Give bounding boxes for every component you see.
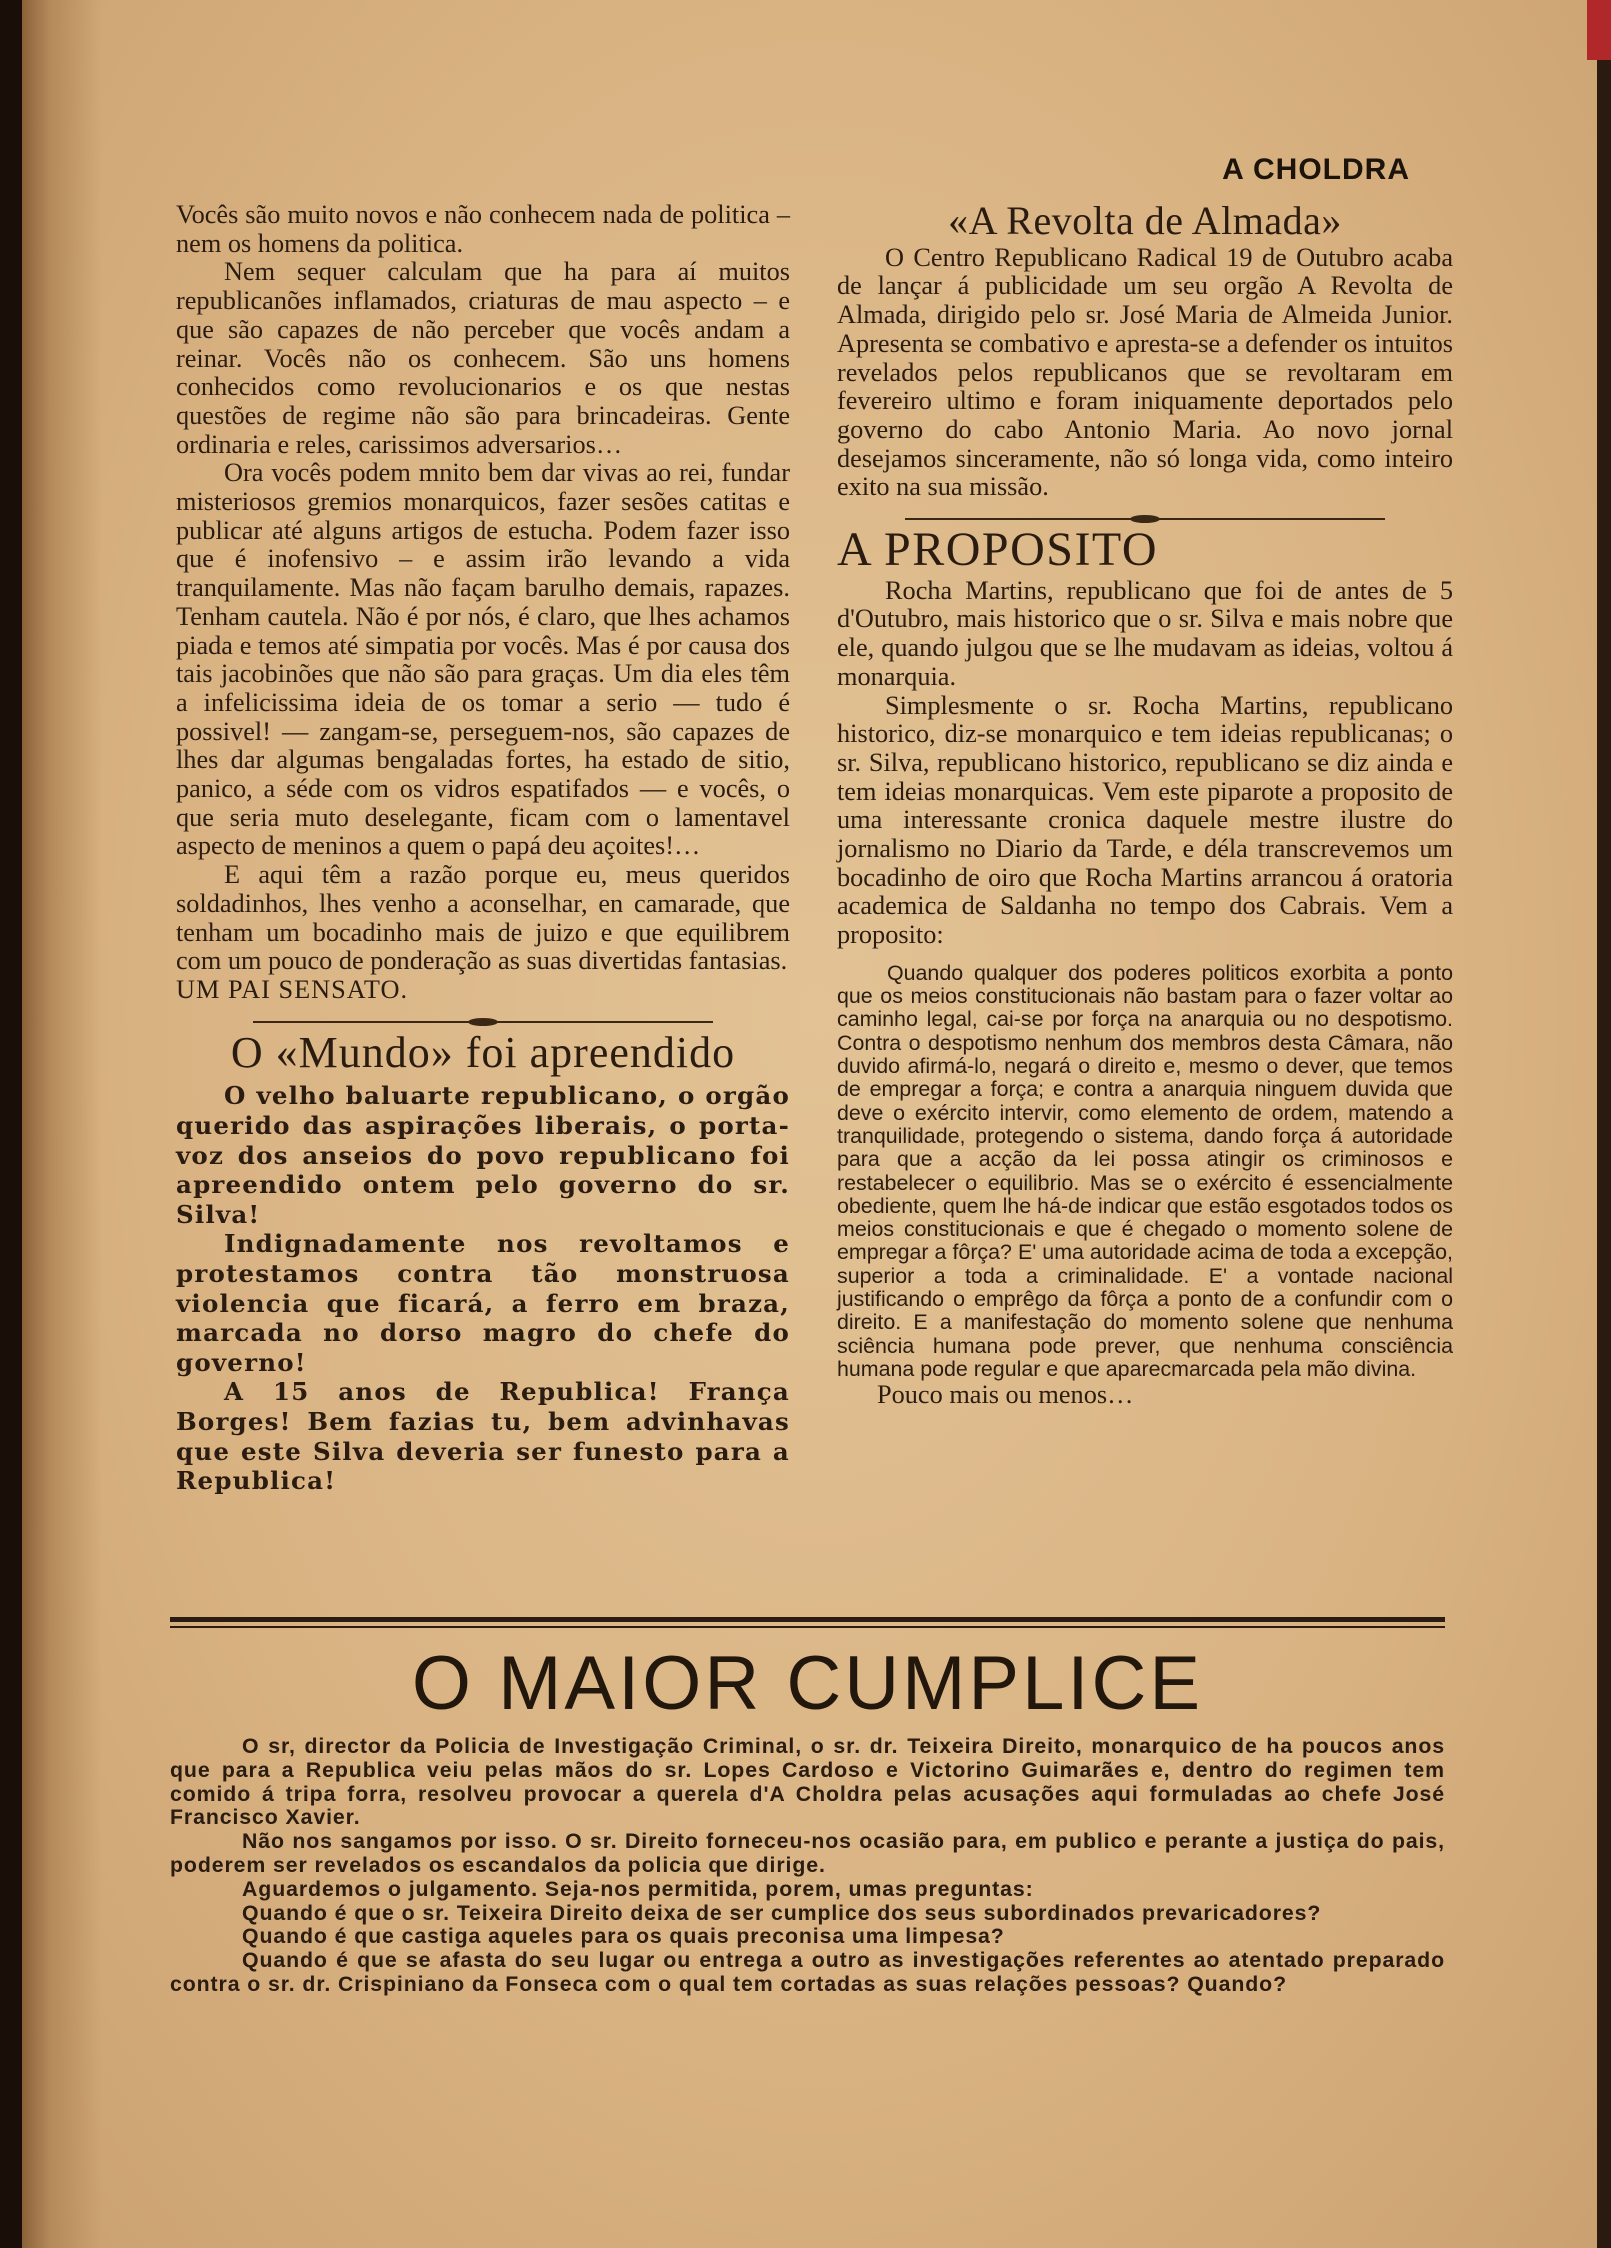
- mundo-paragraph: A 15 anos de Republica! França Borges! Bem fazias tu, bem advinhavas que este Silva deveria ser funesto para a Republica!: [176, 1377, 790, 1496]
- revolta-headline: «A Revolta de Almada»: [948, 198, 1342, 243]
- maior-paragraph: Quando é que o sr. Teixeira Direito deixa de ser cumplice dos seus subordinados prevaricadores?: [242, 1900, 1322, 1925]
- maior-paragraph: Quando é que se afasta do seu lugar ou entrega a outro as investigações referentes ao atentado preparado contra o sr. dr. Crispiniano da Fonseca com o qual tem cortadas as suas relações pessoas? Quando?: [170, 1948, 1445, 1996]
- proposito-ending: Pouco mais ou menos…: [877, 1380, 1134, 1410]
- mundo-article: [176, 1027, 790, 1496]
- section-divider: [905, 518, 1385, 520]
- maior-article: [170, 1735, 1445, 1997]
- page-edge-shadow: [1597, 60, 1611, 2248]
- revolta-paragraph: O Centro Republicano Radical 19 de Outubro acaba de lançar á publicidade um seu orgão A Revolta de Almada, dirigido pelo sr. José Maria de Almeida Junior. Apresenta se combativo e apresta-se a defender os intuitos revelados pelos republicanos que se revoltaram em fevereiro ultimo e foram iniquamente deportados pelo governo do cabo Antonio Maria. Ao novo jornal desejamos sinceramente, não só longa vida, como inteiro exito na sua missão.: [837, 242, 1453, 502]
- mundo-paragraph: O velho baluarte republicano, o orgão querido das aspirações liberais, o porta-voz dos anseios do povo republicano foi apreendido ontem pelo governo do sr. Silva!: [176, 1081, 790, 1229]
- running-head: A CHOLDRA: [1222, 153, 1410, 186]
- saldanha-quote: [837, 962, 1453, 1381]
- maior-paragraph: Aguardemos o julgamento. Seja-nos permitida, porem, umas preguntas:: [242, 1876, 1034, 1901]
- proposito-paragraph: Simplesmente o sr. Rocha Martins, republicano historico, diz-se monarquico e tem ideias republicanas; o sr. Silva, republicano historico, republicano se diz ainda e tem ideias monarquicas. Vem este piparote a proposito de uma interessante cronica daquele mestre ilustre do jornalismo no Diario da Tarde, e déla transcrevemos um bocadinho de oiro que Rocha Martins arrancou á oratoria academica de Saldanha no tempo dos Cabrais. Vem a proposito:: [837, 690, 1453, 950]
- signature: UM PAI SENSATO.: [176, 974, 409, 1004]
- maior-headline: O MAIOR CUMPLICE: [411, 1641, 1204, 1726]
- left-paragraph: E aqui têm a razão porque eu, meus queridos soldadinhos, lhes venho a aconselhar, en camarade, que tenham um bocadinho mais de juizo e que equilibrem com um pouco de ponderação as suas divertidas fantasias.: [176, 860, 790, 976]
- section-rule-thick: [170, 1617, 1445, 1622]
- left-column: [176, 201, 790, 1496]
- left-paragraph: Nem sequer calculam que ha para aí muitos republicanões inflamados, criaturas de mau aspecto – e que são capazes de não perceber que vocês andam a reinar. Vocês não os conhecem. São uns homens conhecidos como revolucionarios e os que nestas questões de regime não são para brincadeiras. Gente ordinaria e reles, carissimos adversarios…: [176, 257, 790, 459]
- right-column: [837, 198, 1453, 1410]
- proposito-headline: A PROPOSITO: [837, 523, 1159, 577]
- maior-paragraph: Não nos sangamos por isso. O sr. Direito forneceu-nos ocasião para, em publico e perante a justiça do pais, poderem ser revelados os escandalos da policia que dirige.: [170, 1829, 1445, 1877]
- mundo-paragraph: Indignadamente nos revoltamos e protestamos contra tão monstruosa violencia que ficará, a ferro em braza, marcada no dorso magro do chefe do governo!: [176, 1229, 790, 1377]
- quote-paragraph: Quando qualquer dos poderes politicos exorbita a ponto que os meios constitucionais não bastam para o fazer voltar ao caminho legal, cai-se por força na anarquia ou no despotismo. Contra o despotismo nenhum dos membros desta Câmara, não duvido afirmá-lo, negará o direito e, mesmo o dever, que temos de empregar a força; e contra a anarquia ninguem duvida que deve o exército intervir, como elemento de ordem, matendo a tranquilidade, protegendo o sistema, dando força á autoridade para que a acção da lei possa atingir os criminosos e restabelecer o equilibrio. Mas se o exército é essencialmente obediente, quem lhe há-de indicar que estão esgotados todos os meios constitucionais e que é chegado o momento solene de empregar a fôrça? E' uma autoridade acima de toda a excepção, superior a toda a criminalidade. E' a vontade nacional justificando o emprêgo da fôrça a ponto de a confundir com o direito. E a manifestação do momento solene que nenhuma sciência humana pode prever, que nenhuma consciência humana pode regular e que aparecmarcada pela mão divina.: [837, 960, 1453, 1381]
- maior-paragraph: O sr, director da Policia de Investigação Criminal, o sr. dr. Teixeira Direito, monarquico de ha poucos anos que para a Republica veiu pelas mãos do sr. Lopes Cardoso e Victorino Guimarães e, dentro do regimen tem comido á tripa forra, resolveu provocar a querela d'A Choldra pelas acusações aqui formuladas ao chefe José Francisco Xavier.: [170, 1734, 1445, 1830]
- left-paragraph: Vocês são muito novos e não conhecem nada de politica – nem os homens da politica.: [176, 200, 790, 258]
- proposito-paragraph: Rocha Martins, republicano que foi de antes de 5 d'Outubro, mais historico que o sr. Silva e mais nobre que ele, quando julgou que se lhe mudavam as ideias, voltou á monarquia.: [837, 575, 1453, 691]
- maior-paragraph: Quando é que castiga aqueles para os quais preconisa uma limpesa?: [242, 1924, 1005, 1949]
- left-paragraph: Ora vocês podem mnito bem dar vivas ao rei, fundar misteriosos gremios monarquicos, fazer sesões catitas e publicar até alguns artigos de estucha. Podem fazer isso que é inofensivo – e assim irão levando a vida tranquilamente. Mas não façam barulho demais, rapazes. Tenham cautela. Não é por nós, é claro, que lhes achamos piada e temos até simpatia por vocês. Mas é por causa dos tais jacobinões que não são para graças. Um dia eles têm a infelicissima ideia de os tomar a serio — tudo é possivel! — zangam-se, perseguem-nos, são capazes de lhes dar algumas bengaladas fortes, ha estado de sitio, panico, a séde com os vidros espatifados — e vocês, o que seria muto deselegante, ficam com o lamentavel aspecto de meninos a quem o papá deu açoites!…: [176, 458, 790, 861]
- mundo-headline: O «Mundo» foi apreendido: [230, 1027, 736, 1077]
- red-edge-mark: [1587, 0, 1611, 60]
- section-divider: [253, 1021, 713, 1023]
- section-rule-thin: [170, 1626, 1445, 1628]
- page-gutter: [22, 0, 102, 2248]
